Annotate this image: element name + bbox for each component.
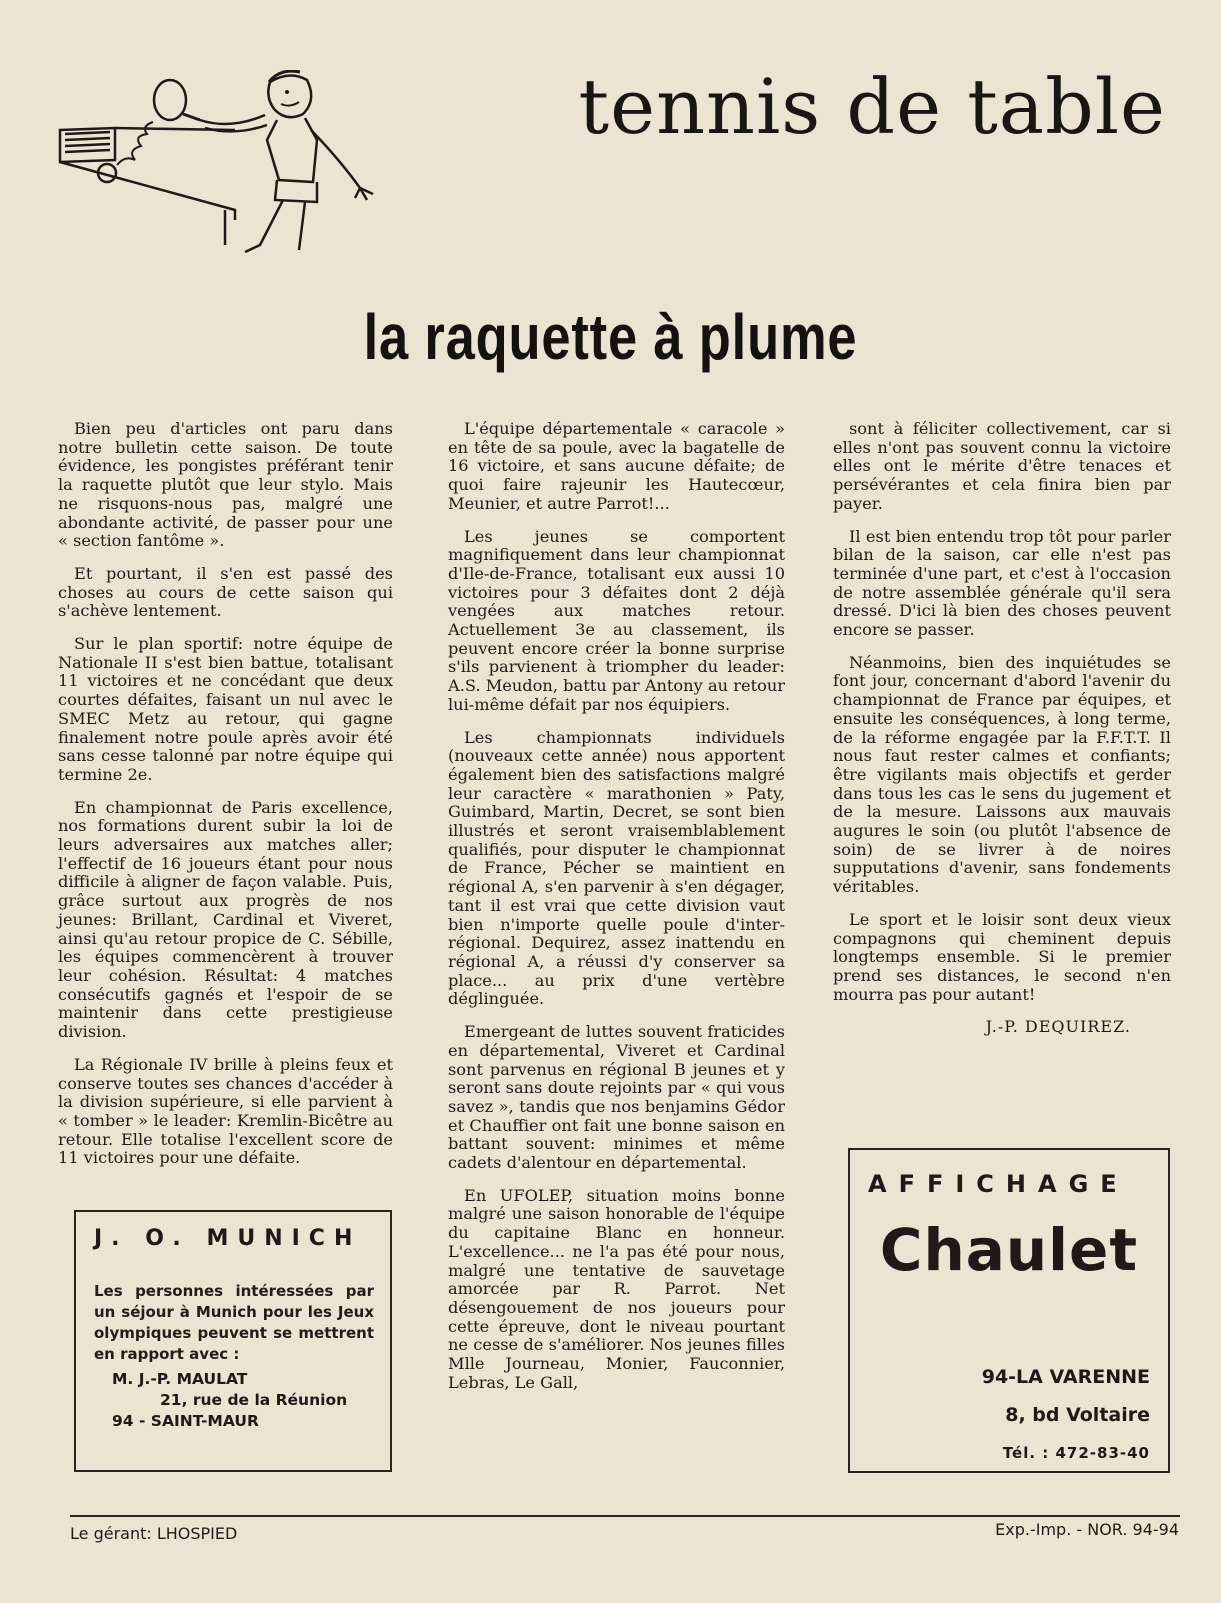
paragraph: Bien peu d'articles ont paru dans notre bulletin cette saison. De toute évidence, les pongistes préférant tenir la raquette plutôt que leur stylo. Mais ne risquons-nous pas, malgré une abondante activité, de passer pour une « section fantôme ».	[58, 419, 393, 551]
article-column-1	[58, 420, 393, 1168]
ad-phone: Tél. : 472-83-40	[1002, 1444, 1150, 1462]
table-tennis-player-illustration	[55, 70, 395, 270]
ad-city: 94-LA VARENNE	[981, 1366, 1150, 1388]
contact-city: 94 - SAINT-MAUR	[112, 1412, 259, 1430]
paragraph: Sur le plan sportif: notre équipe de Nationale II s'est bien battue, totalisant 11 victoires et ne concédant que deux courtes défaites, faisant un nul avec le SMEC Metz au retour, qui gagne finalement notre poule après avoir été sans cesse talonné par notre équipe qui termine 2e.	[58, 634, 393, 784]
footer-manager: Le gérant: LHOSPIED	[70, 1524, 238, 1543]
ad-company-name: Chaulet	[879, 1216, 1139, 1284]
author-signature: J.-P. DEQUIREZ.	[985, 1017, 1131, 1037]
chaulet-advertisement	[848, 1148, 1170, 1473]
footer-printer: Exp.-Imp. - NOR. 94-94	[995, 1520, 1179, 1539]
contact-street: 21, rue de la Réunion	[160, 1391, 348, 1409]
paragraph: Le sport et le loisir sont deux vieux compagnons qui cheminent depuis longtemps ensemble. Si le premier prend ses distances, le second n'en mourra pas pour autant!	[833, 909, 1171, 1004]
paragraph: Il est bien entendu trop tôt pour parler bilan de la saison, car elle n'est pas terminée d'une part, et c'est à l'occasion de notre assemblée générale qu'il sera dressé. D'ici là bien des choses peuvent encore se passer.	[833, 526, 1171, 640]
ad-affichage-label: AFFICHAGE	[868, 1170, 1129, 1198]
paragraph: sont à féliciter collectivement, car si elles n'ont pas souvent connu la victoire elles ont le mérite d'être tenaces et persévérantes et cela finira bien par payer.	[833, 419, 1171, 513]
paragraph: En championnat de Paris excellence, nos formations durent subir la loi de leurs adversaires aux matches aller; l'effectif de 16 joueurs étant pour nous difficile à aligner de façon valable. Puis, grâce surtout aux progrès de nos jeunes: Brillant, Cardinal et Viveret, ainsi qu'au retour propice de C. Sébille, les équipes commencèrent à trouver leur cohésion. Résultat: 4 matches consécutifs gagnés et l'espoir de se maintenir dans cette prestigieuse division.	[58, 797, 393, 1042]
paragraph: La Régionale IV brille à pleins feux et conserve toutes ses chances d'accéder à la division supérieure, si elle parvient à « tomber » le leader: Kremlin-Bicêtre au retour. Elle totalise l'excellent score de 11 victoires pour une défaite.	[58, 1054, 393, 1168]
paragraph: L'équipe départementale « caracole » en tête de sa poule, avec la bagatelle de 16 victoire, et sans aucune défaite; de quoi faire rajeunir les Hautecœur, Meunier, et autre Parrot!...	[448, 419, 785, 513]
paragraph: Les championnats individuels (nouveaux cette année) nous apportent également bien des satisfactions malgré leur caractère « marathonien » Paty, Guimbard, Martin, Decret, se sont bien illustrés et seront vraisemblablement qualifiés, pour disputer le championnat de France, Pécher se maintient en régional A, s'en parvenir à s'en dégager, tant il est vrai que cette division vaut bien n'importe quelle poule d'inter-régional. Dequirez, assez inattendu en régional A, a réussi d'y conserver sa place... au prix d'une vertèbre déglinguée.	[448, 727, 785, 1009]
contact-name: M. J.-P. MAULAT	[112, 1370, 248, 1388]
paragraph: Les jeunes se comportent magnifiquement dans leur championnat d'Ile-de-France, totalisant eux aussi 10 victoires pour 3 défaites dont 2 déjà vengées aux matches retour. Actuellement 3e au classement, ils peuvent encore créer la bonne surprise s'ils parvienent à triompher du leader: A.S. Meudon, battu par Antony au retour lui-même défait par nos équipiers.	[448, 526, 785, 714]
section-title: tennis de table	[578, 62, 1166, 151]
munich-address	[112, 1369, 390, 1432]
paragraph: En UFOLEP, situation moins bonne malgré une saison honorable de l'équipe du capitaine Blanc en honneur. L'excellence... ne l'a pas été pour nous, malgré une tentative de sauvetage amorcée par R. Parrot. Net désengouement de nos joueurs pour cette épreuve, dont le niveau pourtant ne cesse de s'améliorer. Nos jeunes filles Mlle Journeau, Monier, Fauconnier, Lebras, Le Gall,	[448, 1185, 785, 1392]
paragraph: Et pourtant, il s'en est passé des choses au cours de cette saison qui s'achève lentement.	[58, 563, 393, 621]
munich-title: J. O. MUNICH	[94, 1226, 362, 1251]
ad-address	[982, 1358, 1150, 1472]
article-column-2	[448, 420, 785, 1392]
ad-street: 8, bd Voltaire	[1005, 1404, 1150, 1426]
munich-announcement-box	[74, 1210, 392, 1472]
munich-body: Les personnes intéressées par un séjour à Munich pour les Jeux olympiques peuvent se mettrent en rapport avec :	[94, 1282, 374, 1363]
article-column-3	[833, 420, 1171, 1037]
article-headline: la raquette à plume	[363, 301, 858, 373]
paragraph: Néanmoins, bien des inquiétudes se font jour, concernant d'abord l'avenir du championnat de France par équipes, et ensuite les conséquences, à long terme, de la réforme engagée par la F.F.T.T. Il nous faut rester calmes et confiants; être vigilants mais objectifs et gerder dans tous les cas le sens du jugement et de la mesure. Laissons aux mauvais augures le soin (ou plutôt l'absence de soin) de se livrer à de noires supputations d'avenir, sans fondements véritables.	[833, 652, 1171, 897]
footer-divider	[70, 1515, 1180, 1517]
paragraph: Emergeant de luttes souvent fraticides en départemental, Viveret et Cardinal sont parvenus en régional B jeunes et y seront sans doute rejoints par « qui vous savez », tandis que nos benjamins Gédor et Chauffier ont fait une bonne saison en battant souvent: minimes et même cadets d'alentour en départemental.	[448, 1022, 785, 1173]
